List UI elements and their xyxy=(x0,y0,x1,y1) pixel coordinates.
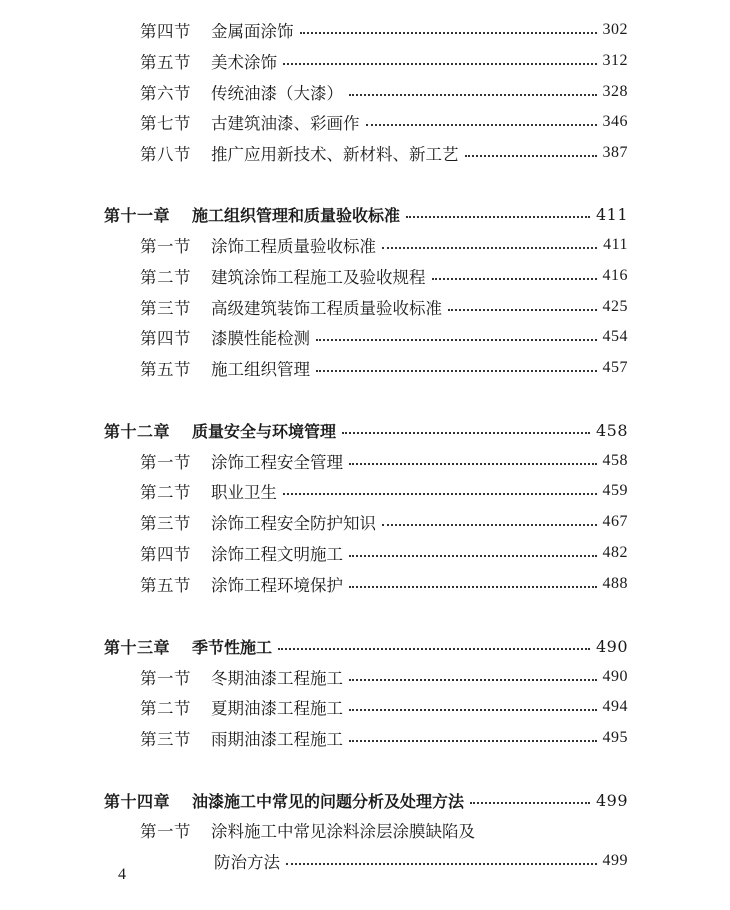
section-title: 涂饰工程文明施工 xyxy=(211,545,343,564)
chapter-title: 油漆施工中常见的问题分析及处理方法 xyxy=(192,791,465,811)
page-number: 454 xyxy=(602,328,628,345)
dot-leader xyxy=(448,309,597,311)
chapter-title: 季节性施工 xyxy=(192,637,273,657)
toc-entry xyxy=(140,261,628,291)
section-title: 金属面涂饰 xyxy=(211,22,294,41)
section-number: 第六节 xyxy=(140,84,191,103)
dot-leader xyxy=(349,740,597,742)
dot-leader xyxy=(366,124,597,126)
toc-entry xyxy=(140,322,628,352)
page-number: 495 xyxy=(602,729,628,746)
toc-entry xyxy=(140,353,628,383)
toc-entry-continuation xyxy=(214,846,628,876)
page-number: 499 xyxy=(602,852,628,869)
dot-leader xyxy=(316,339,597,341)
dot-leader xyxy=(406,216,590,218)
page-number: 387 xyxy=(602,144,628,161)
section-number: 第五节 xyxy=(140,53,191,72)
toc-entry xyxy=(140,692,628,722)
toc-chapter-entry xyxy=(104,415,628,445)
section-title: 古建筑油漆、彩画作 xyxy=(211,114,360,133)
chapter-number: 第十三章 xyxy=(104,637,171,657)
dot-leader xyxy=(300,32,597,34)
toc-entry xyxy=(140,46,628,76)
section-number: 第一节 xyxy=(140,237,191,256)
section-title: 美术涂饰 xyxy=(211,53,277,72)
chapter-title: 施工组织管理和质量验收标准 xyxy=(192,205,401,225)
toc-entry xyxy=(140,446,628,476)
section-title: 涂料施工中常见涂料涂层涂膜缺陷及 xyxy=(211,822,475,841)
page-number: 494 xyxy=(602,698,628,715)
page-number: 459 xyxy=(602,482,628,499)
section-number: 第七节 xyxy=(140,114,191,133)
page-number: 411 xyxy=(595,204,628,224)
toc-chapter-entry xyxy=(104,199,628,229)
dot-leader xyxy=(382,247,597,249)
toc-entry xyxy=(140,15,628,45)
page-number: 467 xyxy=(602,513,628,530)
dot-leader xyxy=(470,802,590,804)
dot-leader xyxy=(283,493,597,495)
toc-entry xyxy=(140,138,628,168)
chapter-number: 第十二章 xyxy=(104,421,171,441)
toc-chapter-entry xyxy=(104,785,628,815)
page-number: 490 xyxy=(602,668,628,685)
dot-leader xyxy=(382,524,597,526)
dot-leader xyxy=(342,432,590,434)
page-number: 488 xyxy=(602,575,628,592)
section-title: 夏期油漆工程施工 xyxy=(211,699,343,718)
toc-entry xyxy=(140,292,628,322)
section-number: 第一节 xyxy=(140,453,191,472)
section-title: 施工组织管理 xyxy=(211,360,310,379)
toc-entry xyxy=(140,569,628,599)
toc-entry xyxy=(140,815,628,845)
section-title: 建筑涂饰工程施工及验收规程 xyxy=(211,268,426,287)
section-title: 高级建筑装饰工程质量验收标准 xyxy=(211,299,442,318)
page-number: 458 xyxy=(595,420,628,440)
dot-leader xyxy=(465,155,597,157)
section-title-continued: 防治方法 xyxy=(214,853,280,872)
section-title: 漆膜性能检测 xyxy=(211,329,310,348)
toc-entry xyxy=(140,230,628,260)
dot-leader xyxy=(349,463,597,465)
section-number: 第二节 xyxy=(140,699,191,718)
section-number: 第四节 xyxy=(140,22,191,41)
section-number: 第三节 xyxy=(140,299,191,318)
section-title: 职业卫生 xyxy=(211,483,277,502)
page-number: 425 xyxy=(602,298,628,315)
page-number: 490 xyxy=(595,636,628,656)
page-number: 482 xyxy=(602,544,628,561)
dot-leader xyxy=(349,94,597,96)
section-number: 第八节 xyxy=(140,145,191,164)
page-number: 499 xyxy=(595,790,628,810)
section-title: 推广应用新技术、新材料、新工艺 xyxy=(211,145,459,164)
toc-entry xyxy=(140,507,628,537)
section-title: 涂饰工程安全管理 xyxy=(211,453,343,472)
page-number: 458 xyxy=(602,452,628,469)
dot-leader xyxy=(316,370,597,372)
section-number: 第五节 xyxy=(140,360,191,379)
dot-leader xyxy=(283,63,597,65)
dot-leader xyxy=(349,586,597,588)
page-number: 312 xyxy=(602,52,628,69)
page-number: 411 xyxy=(603,236,628,253)
dot-leader xyxy=(432,278,597,280)
page-number: 346 xyxy=(602,113,628,130)
toc-entry xyxy=(140,723,628,753)
section-number: 第四节 xyxy=(140,329,191,348)
section-number: 第三节 xyxy=(140,514,191,533)
dot-leader xyxy=(349,709,597,711)
page-number: 302 xyxy=(602,21,628,38)
section-title: 涂饰工程质量验收标准 xyxy=(211,237,376,256)
section-title: 传统油漆（大漆） xyxy=(211,84,343,103)
page-number: 457 xyxy=(602,359,628,376)
dot-leader xyxy=(278,648,590,650)
section-title: 冬期油漆工程施工 xyxy=(211,669,343,688)
section-number: 第二节 xyxy=(140,268,191,287)
toc-entry xyxy=(140,662,628,692)
chapter-title: 质量安全与环境管理 xyxy=(192,421,337,441)
section-number: 第四节 xyxy=(140,545,191,564)
section-title: 雨期油漆工程施工 xyxy=(211,730,343,749)
chapter-number: 第十四章 xyxy=(104,791,171,811)
section-title: 涂饰工程环境保护 xyxy=(211,576,343,595)
toc-chapter-entry xyxy=(104,631,628,661)
page-folio-number: 4 xyxy=(118,866,126,883)
dot-leader xyxy=(349,555,597,557)
section-number: 第二节 xyxy=(140,483,191,502)
section-number: 第五节 xyxy=(140,576,191,595)
section-number: 第三节 xyxy=(140,730,191,749)
page-number: 416 xyxy=(602,267,628,284)
page-number: 328 xyxy=(602,83,628,100)
toc-entry xyxy=(140,77,628,107)
dot-leader xyxy=(286,863,597,865)
section-number: 第一节 xyxy=(140,822,191,841)
toc-entry xyxy=(140,107,628,137)
chapter-number: 第十一章 xyxy=(104,205,171,225)
toc-entry xyxy=(140,476,628,506)
section-title: 涂饰工程安全防护知识 xyxy=(211,514,376,533)
section-number: 第一节 xyxy=(140,669,191,688)
toc-entry xyxy=(140,538,628,568)
dot-leader xyxy=(349,679,597,681)
